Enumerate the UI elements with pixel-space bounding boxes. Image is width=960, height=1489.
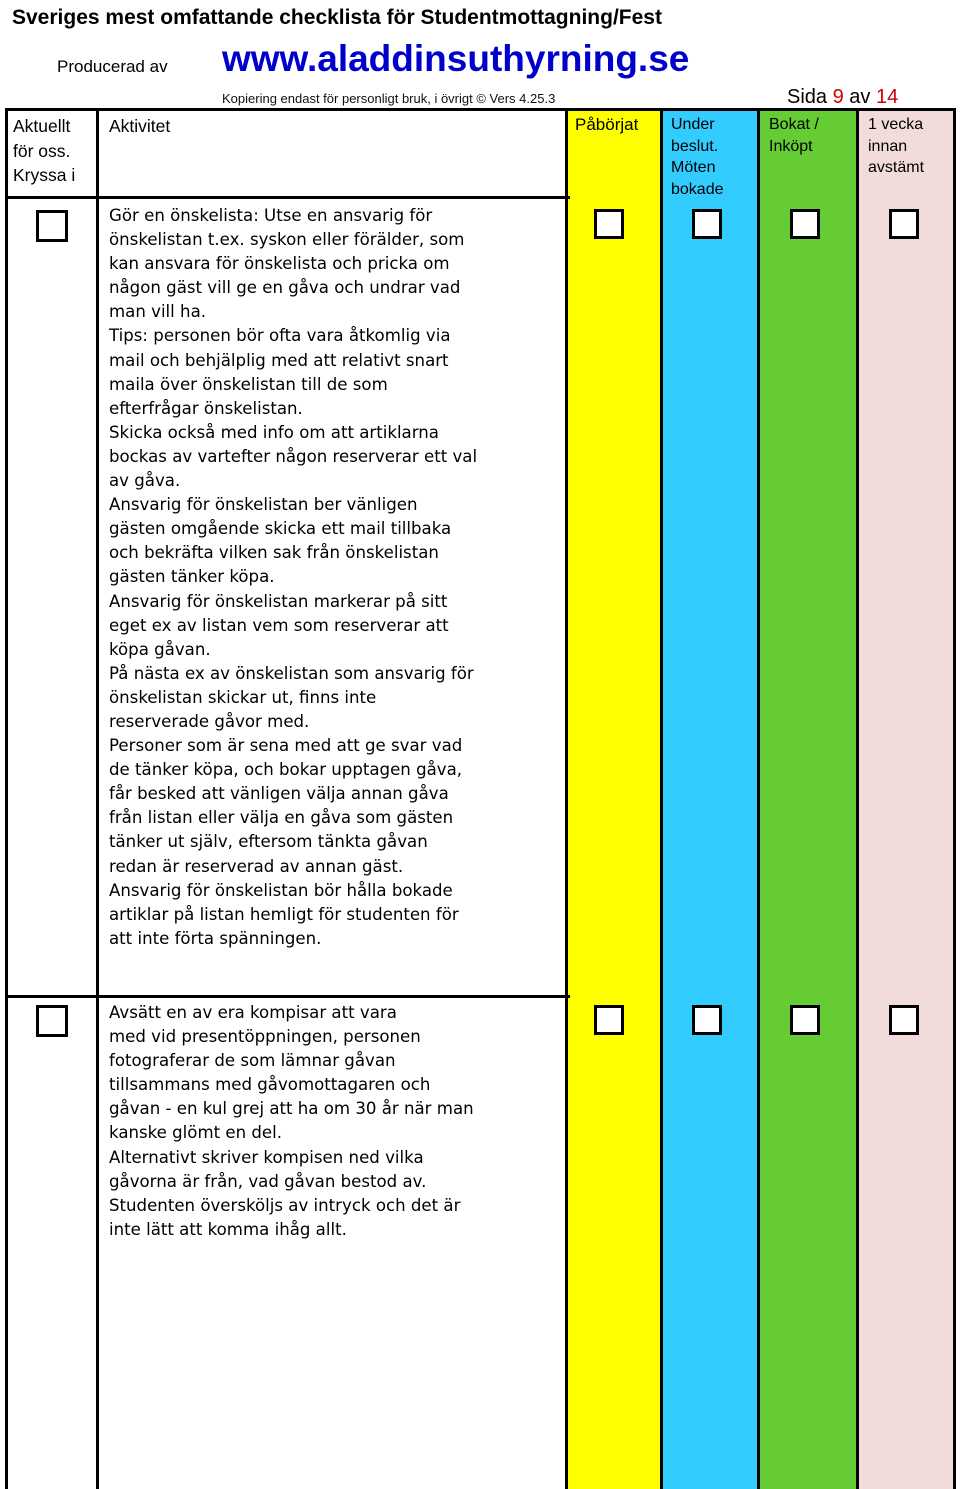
column-booked-bg (759, 110, 858, 1489)
row-2-booked-checkbox[interactable] (790, 1005, 820, 1035)
row-1-paragraph: Personer som är sena med att ge svar vad de tänker köpa, och bokar upptagen gåva, får besked att vänligen välja annan gåva från listan eller välja en gåva som gästen tänker ut själv, eftersom tänkta gåvan redan är reserverad av annan gäst. (109, 736, 463, 876)
table-left-border (5, 108, 8, 1489)
row-1-paragraph: Gör en önskelista: Utse en ansvarig för önskelistan t.ex. syskon eller förälder, som kan ansvara för önskelista och pricka om någon gäst vill ge en gåva och undrar vad man vill ha. (109, 206, 465, 322)
page-of-label: av (849, 86, 871, 108)
column-header-decision: Under beslut. Möten bokade (671, 116, 724, 198)
decision-column-divider (757, 108, 760, 1489)
booked-column-divider (856, 108, 859, 1489)
row-1-paragraph: Tips: personen bör ofta vara åtkomlig via mail och behjälplig med att relativt snart maila över önskelistan till de som efterfrågar önskelistan. (109, 326, 451, 418)
column-started-bg (566, 110, 661, 1489)
header-bottom-border (5, 196, 570, 199)
column-header-activity: Aktivitet (109, 116, 171, 136)
row-1-paragraph: Ansvarig för önskelistan markerar på sitt eget ex av listan vem som reserverar att köpa gåvan. (109, 591, 449, 659)
table-right-border (953, 108, 956, 1489)
website-link[interactable]: www.aladdinsuthyrning.se (222, 38, 690, 79)
row-1-paragraph: Ansvarig för önskelistan bör hålla bokade artiklar på listan hemligt för studenten för att inte förta spänningen. (109, 880, 459, 948)
row-divider (5, 995, 570, 998)
row-1-description (109, 204, 561, 951)
producer-label: Producerad av (57, 57, 168, 76)
row-1-paragraph: Skicka också med info om att artiklarna bockas av vartefter någon reserverar ett val av gåva. (109, 422, 478, 491)
row-2-started-checkbox[interactable] (594, 1005, 624, 1035)
row-2-description (109, 1001, 561, 1242)
row-1-booked-checkbox[interactable] (790, 209, 820, 239)
page-current: 9 (832, 86, 844, 108)
current-column-divider (96, 108, 99, 1489)
activity-column-divider (565, 108, 568, 1489)
row-2-current-checkbox[interactable] (36, 1005, 68, 1037)
row-2-paragraph: Avsätt en av era kompisar att vara med vid presentöppningen, personen fotograferar de som lämnar gåvan tillsammans med gåvomottagaren och gåvan - en kul grej att ha om 30 år när man kanske glömt en del. (109, 1003, 474, 1143)
table-top-border (5, 108, 955, 111)
row-1-started-checkbox[interactable] (594, 209, 624, 239)
page-indicator (787, 86, 898, 109)
page-total: 14 (875, 86, 899, 108)
column-header-current: Aktuellt för oss. Kryssa i (13, 116, 76, 185)
row-1-current-checkbox[interactable] (36, 210, 68, 242)
row-1-paragraph: Ansvarig för önskelistan ber vänligen gästen omgående skicka ett mail tillbaka och bekräfta vilken sak från önskelistan gästen tänker köpa. (109, 495, 452, 587)
row-1-decision-checkbox[interactable] (692, 209, 722, 239)
column-header-booked: Bokat / Inköpt (769, 116, 819, 155)
row-2-decision-checkbox[interactable] (692, 1005, 722, 1035)
document-title: Sveriges mest omfattande checklista för Studentmottagning/Fest (12, 6, 662, 29)
copyright-notice: Kopiering endast för personligt bruk, i övrigt © Vers 4.25.3 (222, 91, 556, 106)
column-decision-bg (661, 110, 759, 1489)
row-1-week-before-checkbox[interactable] (889, 209, 919, 239)
row-2-week-before-checkbox[interactable] (889, 1005, 919, 1035)
started-column-divider (660, 108, 663, 1489)
column-header-week-before: 1 vecka innan avstämt (868, 116, 925, 176)
page-label: Sida (787, 86, 828, 108)
row-2-paragraph: Alternativt skriver kompisen ned vilka gåvorna är från, vad gåvan bestod av. Studenten översköljs av intryck och det är inte lätt att komma ihåg allt. (109, 1147, 461, 1239)
row-1-paragraph: På nästa ex av önskelistan som ansvarig för önskelistan skickar ut, finns inte reserverade gåvor med. (109, 663, 474, 731)
column-header-started: Påbörjat (575, 115, 639, 134)
column-week-before-bg (858, 110, 954, 1489)
